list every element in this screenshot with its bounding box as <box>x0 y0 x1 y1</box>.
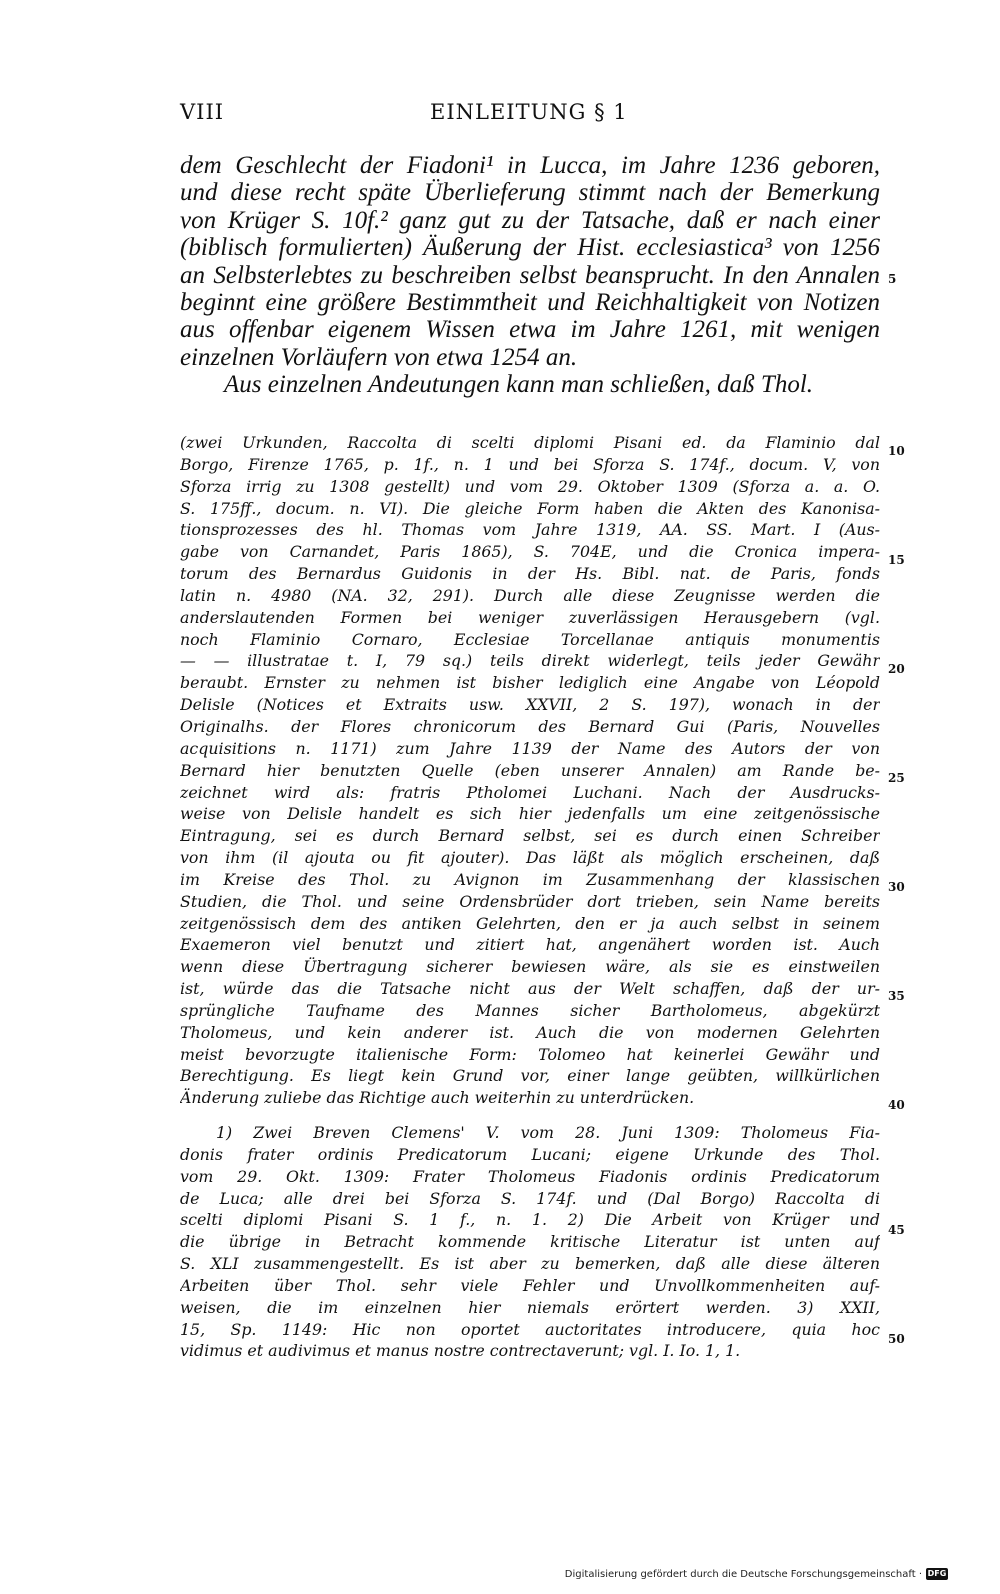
note-line: Delisle (Notices et Extraits usw. XXVII, 2 S. 197), wonach in der <box>180 695 880 715</box>
note-line: von ihm (il ajouta ou fit ajouter). Das läßt als möglich erscheinen, daß <box>180 848 880 868</box>
line-number: 40 <box>888 1098 905 1112</box>
note-line: Bernard hier benutzten Quelle (eben unserer Annalen) am Rande be- <box>180 760 880 780</box>
main-text-line: dem Geschlecht der Fiadoni¹ in Lucca, im Jahre 1236 geboren, <box>180 152 880 179</box>
note-line: S. 175ff., docum. n. VI). Die gleiche Form haben die Akten des Kanonisa- <box>180 498 880 518</box>
line-number: 20 <box>888 662 905 676</box>
footnote-line: S. XLI zusammengestellt. Es ist aber zu bemerken, daß alle diese älteren <box>180 1254 880 1274</box>
footnote-line: de Luca; alle drei bei Sforza S. 174f. und (Dal Borgo) Raccolta di <box>180 1188 880 1208</box>
footnote-line: Arbeiten über Thol. sehr viele Fehler und Unvollkommenheiten auf- <box>180 1275 880 1295</box>
line-number: 50 <box>888 1332 905 1346</box>
credit-text: Digitalisierung gefördert durch die Deutsche Forschungsgemeinschaft · <box>564 1568 922 1580</box>
line-number: 35 <box>888 989 905 1003</box>
note-line: Berechtigung. Es liegt kein Grund vor, einer lange geübten, willkürlichen <box>180 1066 880 1086</box>
note-line: meist bevorzugte italienische Form: Tolomeo hat keinerlei Gewähr und <box>180 1044 880 1064</box>
note-line: (zwei Urkunden, Raccolta di scelti diplomi Pisani ed. da Flaminio dal <box>180 433 880 452</box>
page-number: VIII <box>180 100 225 124</box>
footnote-line: vom 29. Okt. 1309: Frater Tholomeus Fiadonis ordinis Predicatorum <box>180 1166 880 1186</box>
main-text-line: aus offenbar eigenem Wissen etwa im Jahre 1261, mit wenigen <box>180 316 880 344</box>
line-number: 45 <box>888 1223 905 1237</box>
footnote-line: 15, Sp. 1149: Hic non oportet auctoritates introducere, quia hoc <box>180 1319 880 1339</box>
line-number: 10 <box>888 444 905 458</box>
main-text-line: Aus einzelnen Andeutungen kann man schließen, daß Thol. <box>224 371 814 399</box>
note-line: Originalhs. der Flores chronicorum des Bernard Gui (Paris, Nouvelles <box>180 716 880 736</box>
note-line: Studien, die Thol. und seine Ordensbrüder dort trieben, sein Name bereits <box>180 891 880 911</box>
main-text-block <box>180 152 880 399</box>
note-line: Tholomeus, und kein anderer ist. Auch die von modernen Gelehrten <box>180 1022 880 1042</box>
note-line: wenn diese Übertragung sicherer bewiesen wäre, als sie es einstweilen <box>180 957 880 977</box>
line-number: 15 <box>888 553 905 567</box>
footnote-line: vidimus et audivimus et manus nostre contrectaverunt; vgl. I. Io. 1, 1. <box>180 1341 741 1361</box>
note-line: Borgo, Firenze 1765, p. 1f., n. 1 und bei Sforza S. 174f., docum. V, von <box>180 454 880 474</box>
note-text-block <box>180 432 880 1109</box>
digitization-credit <box>565 1568 948 1580</box>
footnote-line: 1) Zwei Breven Clemens' V. vom 28. Juni 1309: Tholomeus Fia- <box>216 1123 880 1142</box>
footnote-line: weisen, die im einzelnen hier niemals erörtert werden. 3) XXII, <box>180 1297 880 1317</box>
note-line: beraubt. Ernster zu nehmen ist bisher lediglich eine Angabe von Léopold <box>180 673 880 693</box>
main-text-line: an Selbsterlebtes zu beschreiben selbst beansprucht. In den Annalen <box>180 261 880 289</box>
main-text-line: einzelnen Vorläufern von etwa 1254 an. <box>180 343 578 371</box>
note-line: Exaemeron viel benutzt und zitiert hat, angenähert worden ist. Auch <box>180 935 880 955</box>
line-number: 30 <box>888 880 905 894</box>
note-line: weise von Delisle handelt es sich hier jedenfalls um eine zeitgenössische <box>180 804 880 824</box>
note-line: tionsprozesses des hl. Thomas vom Jahre 1319, AA. SS. Mart. I (Aus- <box>180 520 880 540</box>
footnote-line: die übrige in Betracht kommende kritische Literatur ist unten auf <box>180 1232 880 1252</box>
footnotes-block <box>180 1122 880 1362</box>
main-text-line: beginnt eine größere Bestimmtheit und Reichhaltigkeit von Notizen <box>180 288 880 316</box>
main-text-line: und diese recht späte Überlieferung stimmt nach der Bemerkung <box>180 179 880 207</box>
main-text-line: von Krüger S. 10f.² ganz gut zu der Tatsache, daß er nach einer <box>180 206 880 234</box>
note-line: ist, würde das die Tatsache nicht aus der Welt schaffen, daß der ur- <box>180 979 880 999</box>
line-number: 5 <box>888 272 897 286</box>
note-line: zeitgenössisch dem des antiken Gelehrten, den er ja auch selbst in seinem <box>180 913 880 933</box>
note-line: acquisitions n. 1171) zum Jahre 1139 der Name des Autors der von <box>180 738 880 758</box>
note-line: torum des Bernardus Guidonis in der Hs. Bibl. nat. de Paris, fonds <box>180 564 880 584</box>
footnote-line: scelti diplomi Pisani S. 1 f., n. 1. 2) Die Arbeit von Krüger und <box>180 1210 880 1230</box>
running-head <box>180 100 880 130</box>
line-number: 25 <box>888 771 905 785</box>
note-line: Sforza irrig zu 1308 gestellt) und vom 29. Oktober 1309 (Sforza a. a. O. <box>180 476 880 496</box>
note-line: gabe von Carnandet, Paris 1865), S. 704E, und die Cronica impera- <box>180 542 880 562</box>
note-line: noch Flaminio Cornaro, Ecclesiae Torcellanae antiquis monumentis <box>180 629 880 649</box>
chapter-title: EINLEITUNG § 1 <box>430 100 628 124</box>
note-line: Eintragung, sei es durch Bernard selbst, sei es durch einen Schreiber <box>180 826 880 846</box>
main-text-line: (biblisch formulierten) Äußerung der Hist. ecclesiastica³ von 1256 <box>180 234 880 262</box>
note-line: anderslautenden Formen bei weniger zuverlässigen Herausgebern (vgl. <box>180 607 880 627</box>
dfg-logo: DFG <box>927 1569 947 1578</box>
note-line: latin n. 4980 (NA. 32, 291). Durch alle diese Zeugnisse werden die <box>180 585 880 605</box>
footnote-line: donis frater ordinis Predicatorum Lucani; eigene Urkunde des Thol. <box>180 1144 880 1164</box>
note-line: sprüngliche Taufname des Mannes sicher Bartholomeus, abgekürzt <box>180 1000 880 1020</box>
note-line: zeichnet wird als: fratris Ptholomei Luchani. Nach der Ausdrucks- <box>180 782 880 802</box>
note-line: Änderung zuliebe das Richtige auch weiterhin zu unterdrücken. <box>180 1088 695 1108</box>
note-line: im Kreise des Thol. zu Avignon im Zusammenhang der klassischen <box>180 869 880 889</box>
note-line: — — illustratae t. I, 79 sq.) teils direkt widerlegt, teils jeder Gewähr <box>180 651 880 671</box>
